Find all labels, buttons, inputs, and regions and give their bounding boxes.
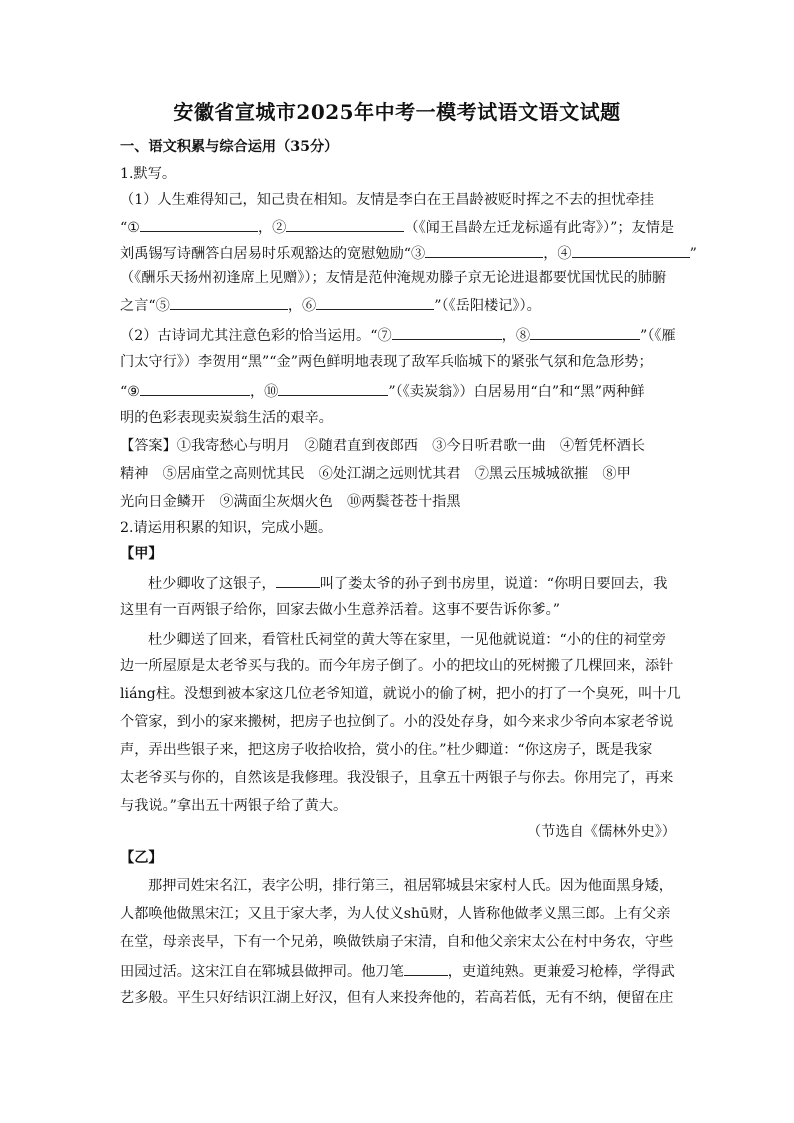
fill-blank-6[interactable] <box>316 294 434 310</box>
passage-yi-line: 艺多般。平生只好结识江湖上好汉，但有人来投奔他的，若高若低，无有不纳，便留在庄 <box>120 990 674 1006</box>
passage-jia-line: liáng柱。没想到被本家这几位老爷知道，就说小的偷了树，把小的打了一个臭死，叫十几 <box>120 686 681 702</box>
section-heading: 一、语文积累与综合运用（35分） <box>120 139 339 155</box>
fill-blank-5[interactable] <box>170 294 288 310</box>
answer-line: 【答案】①我寄愁心与明月 ②随君直到夜郎西 ③今日听君歌一曲 ④暂凭杯酒长 <box>120 438 645 454</box>
passage-jia-line: 个管家，到小的家来搬树，把房子也拉倒了。小的没处存身，如今来求少爷向本家老爷说 <box>120 714 674 730</box>
fill-blank-10[interactable] <box>278 380 388 396</box>
q1-p1-line: （1）人生难得知己，知己贵在相知。友情是李白在王昌龄被贬时挥之不去的担忧牵挂 <box>120 192 654 208</box>
q1-p1-line: “① ，② （《闻王昌龄左迁龙标遥有此寄》）”；友情是 <box>120 216 676 238</box>
passage-yi-line: 在堂，母亲丧早，下有一个兄弟，唤做铁扇子宋清，自和他父亲宋太公在村中务农，守些 <box>120 934 674 950</box>
passage-jia-line: 与我说。”拿出五十两银子给了黄大。 <box>120 798 348 814</box>
passage-yi-line: 人都唤他做黑宋江；又且于家大孝，为人仗义shū财，人皆称他做孝义黑三郎。上有父亲 <box>120 906 671 922</box>
fill-blank-7[interactable] <box>392 324 502 340</box>
answer-line: 光向日金鳞开 ⑨满面尘灰烟火色 ⑩两鬓苍苍十指黑 <box>120 494 461 510</box>
passage-jia-label: 【甲】 <box>120 546 163 562</box>
passage-jia-line: 声，弄出些银子来，把这房子收拾收拾，赏小的住。”杜少卿道：“你这房子，既是我家 <box>120 742 653 758</box>
passage-jia-line: 边一所屋原是太老爷买与我的。而今年房子倒了。小的把坟山的死树搬了几棵回来，添针 <box>120 658 674 674</box>
passage-yi-line: 田园过活。这宋江自在郓城县做押司。他刀笔 ，吏道纯熟。更兼爱习枪棒，学得武 <box>120 960 676 982</box>
fill-blank-1[interactable] <box>140 216 258 232</box>
fill-blank-4[interactable] <box>572 242 690 258</box>
q1-p1-line: 之言“⑤ ，⑥ ”（《岳阳楼记》）。 <box>120 294 676 316</box>
exam-title: 安徽省宣城市2025年中考一模考试语文语文试题 <box>173 100 621 124</box>
question-2-label: 2.请运用积累的知识，完成小题。 <box>120 520 333 536</box>
q1-p1-line: （《酬乐天扬州初逢席上见赠》）；友情是范仲淹规劝滕子京无论进退都要忧国忧民的肺腑 <box>120 270 667 286</box>
q1-p1-line: 刘禹锡写诗酬答白居易时乐观豁达的宽慰勉励“③ ，④ ” <box>120 242 676 264</box>
passage-yi-line: 那押司姓宋名江，表字公明，排行第三，祖居郓城县宋家村人氏。因为他面黑身矮， <box>148 878 673 894</box>
fill-blank-3[interactable] <box>425 242 543 258</box>
q1-p2-line: 门太守行》）李贺用“黑”“金”两色鲜明地表现了敌军兵临城下的紧张气氛和危急形势； <box>120 354 653 370</box>
passage-jia-line: 太老爷买与你的，自然该是我修理。我没银子，且拿五十两银子与你去。你用完了，再来 <box>120 770 674 786</box>
fill-blank-jia[interactable] <box>276 572 320 588</box>
fill-blank-2[interactable] <box>286 216 404 232</box>
passage-jia-source: （节选自《儒林外史》） <box>527 824 676 840</box>
passage-jia-line: 这里有一百两银子给你，回家去做小生意养活着。这事不要告诉你爹。” <box>120 602 560 618</box>
question-1-label: 1.默写。 <box>120 166 177 182</box>
passage-yi-label: 【乙】 <box>120 850 163 866</box>
answer-line: 精神 ⑤居庙堂之高则忧其民 ⑥处江湖之远则忧其君 ⑦黑云压城城欲摧 ⑧甲 <box>120 466 631 482</box>
fill-blank-yi[interactable] <box>404 960 448 976</box>
passage-jia-line: 杜少卿收了这银子， 叫了娄太爷的孙子到书房里，说道：“你明日要回去，我 <box>148 572 676 594</box>
q1-p2-line: 明的色彩表现卖炭翁生活的艰辛。 <box>120 410 333 426</box>
fill-blank-8[interactable] <box>530 324 640 340</box>
q1-p2-line: “⑨ ，⑩ ”（《卖炭翁》）白居易用“白”和“黑”两种鲜 <box>120 380 676 402</box>
q1-p2-line: （2）古诗词尤其注意色彩的恰当运用。“⑦ ，⑧ ”（《雁 <box>120 324 676 346</box>
fill-blank-9[interactable] <box>140 380 250 396</box>
passage-jia-line: 杜少卿送了回来，看管杜氏祠堂的黄大等在家里，一见他就说道：“小的住的祠堂旁 <box>148 632 667 648</box>
